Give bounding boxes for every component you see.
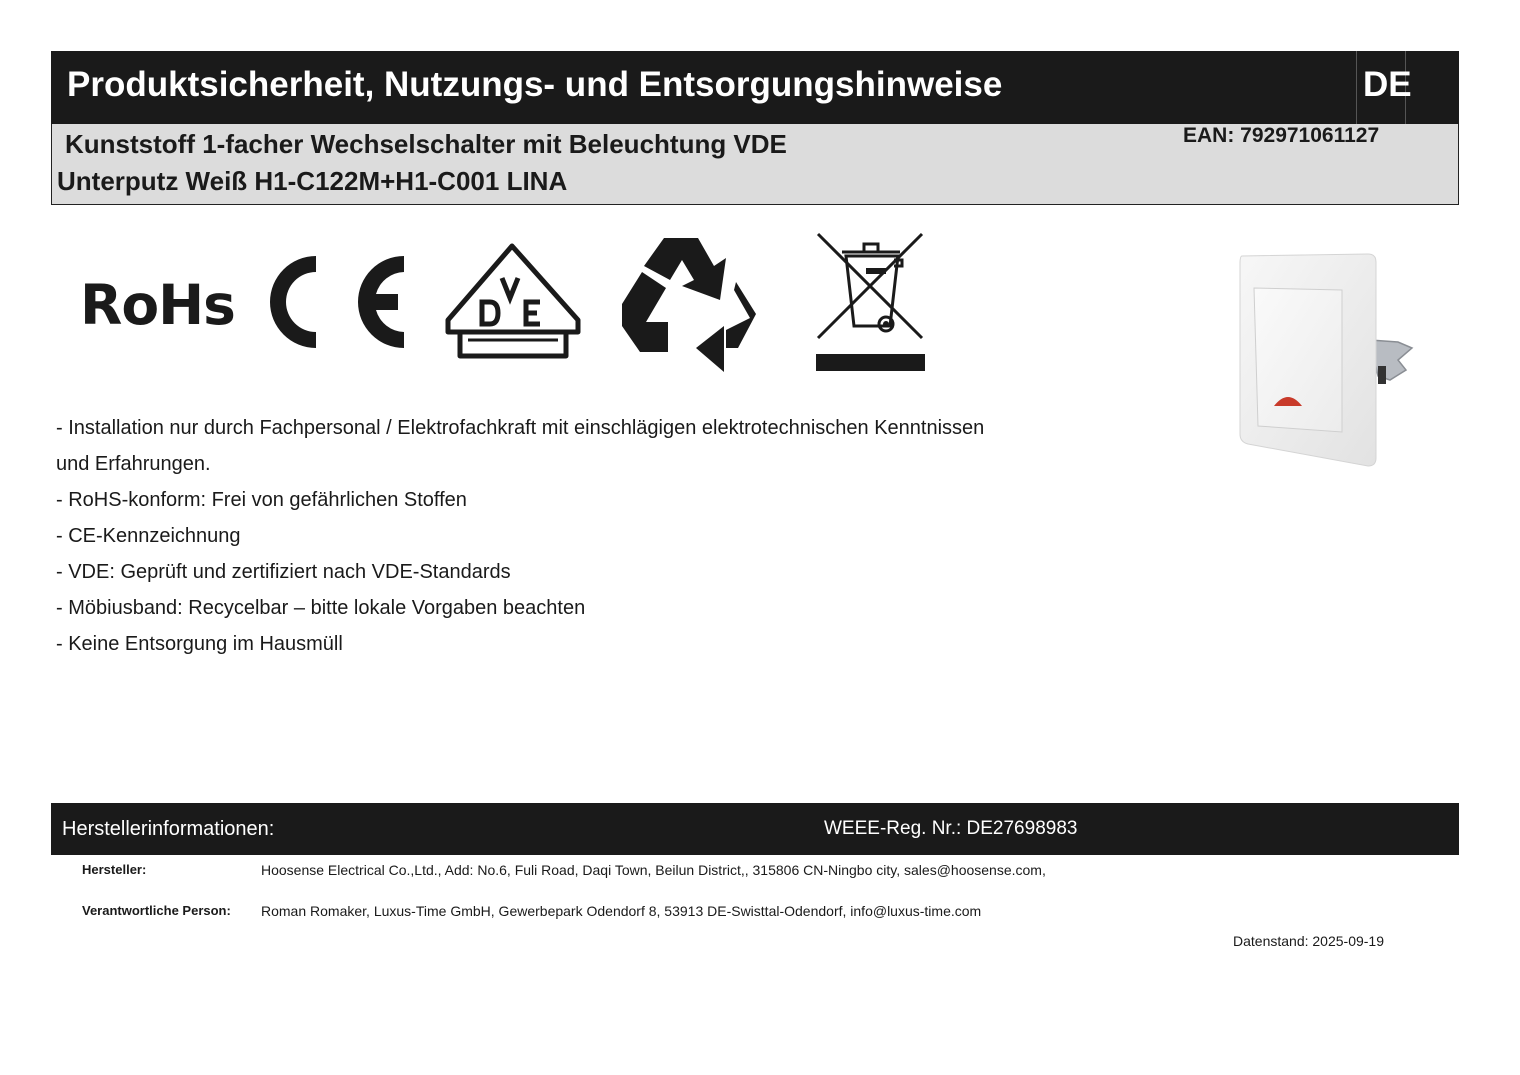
product-info-box xyxy=(51,124,1459,205)
rohs-logo xyxy=(80,273,235,337)
ce-mark-icon xyxy=(258,250,408,354)
document-header xyxy=(51,51,1459,124)
manufacturer-section-title: Herstellerinformationen: xyxy=(62,818,275,840)
document-title: Produktsicherheit, Nutzungs- und Entsorgungshinweise xyxy=(67,65,1003,104)
note-line: und Erfahrungen. xyxy=(56,453,211,475)
note-line: - Möbiusband: Recycelbar – bitte lokale Vorgaben beachten xyxy=(56,597,586,619)
vde-mark-icon xyxy=(440,240,585,362)
language-box xyxy=(1356,51,1412,124)
note-line: - Keine Entsorgung im Hausmüll xyxy=(56,633,343,655)
responsible-person-label: Verantwortliche Person: xyxy=(82,903,231,918)
note-line: - RoHS-konform: Frei von gefährlichen Stoffen xyxy=(56,489,467,511)
rohs-logo-text: RoHs xyxy=(80,273,235,337)
hersteller-value: Hoosense Electrical Co.,Ltd., Add: No.6, Fuli Road, Daqi Town, Beilun District,, 315806 CN-Ningbo city, sales@hoosense.com, xyxy=(261,862,1046,878)
language-code: DE xyxy=(1363,65,1412,104)
weee-registration-number: WEEE-Reg. Nr.: DE27698983 xyxy=(824,818,1078,839)
ean-code: EAN: 792971061127 xyxy=(1183,124,1380,147)
data-date: Datenstand: 2025-09-19 xyxy=(1233,933,1384,949)
safety-notes xyxy=(56,410,1136,662)
weee-crossed-bin-icon xyxy=(814,230,927,373)
note-line: - VDE: Geprüft und zertifiziert nach VDE-Standards xyxy=(56,561,511,583)
product-image xyxy=(1230,248,1420,478)
manufacturer-header xyxy=(51,803,1459,855)
responsible-person-value: Roman Romaker, Luxus-Time GmbH, Gewerbepark Odendorf 8, 53913 DE-Swisttal-Odendorf, info@luxus-time.com xyxy=(261,903,982,919)
recycle-icon xyxy=(616,230,766,375)
hersteller-label: Hersteller: xyxy=(82,862,147,877)
product-name-line1: Kunststoff 1-facher Wechselschalter mit Beleuchtung VDE xyxy=(65,129,787,159)
note-line: - CE-Kennzeichnung xyxy=(56,525,241,547)
note-line: - Installation nur durch Fachpersonal / Elektrofachkraft mit einschlägigen elektrotechnischen Kenntnissen xyxy=(56,417,985,439)
product-name-line2: Unterputz Weiß H1-C122M+H1-C001 LINA xyxy=(57,166,568,196)
